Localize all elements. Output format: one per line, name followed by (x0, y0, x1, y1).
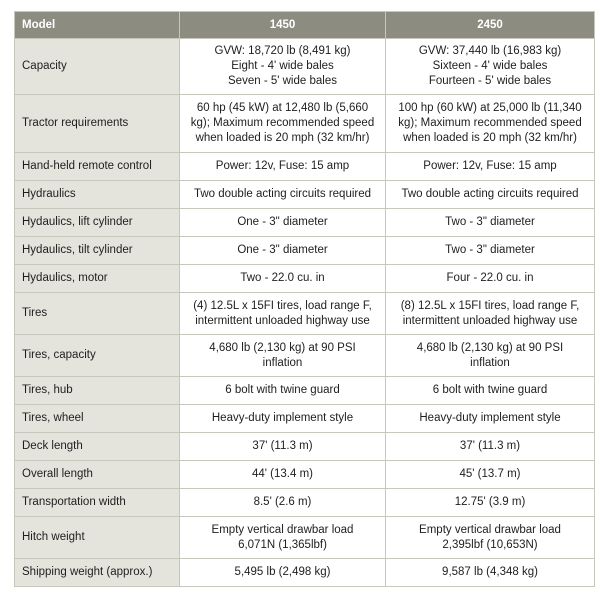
value-2450 (386, 377, 595, 405)
value-line: Heavy-duty implement style (211, 412, 354, 424)
value-line: (8) 12.5L x 15FI tires, load range F, (400, 299, 580, 312)
table-row (15, 39, 595, 95)
value-line: 100 hp (60 kW) at 25,000 lb (11,340 (398, 102, 582, 114)
value-1450 (180, 95, 386, 153)
table-row (15, 335, 595, 377)
value-2450 (386, 335, 595, 377)
value-line: intermittent unloaded highway use (195, 314, 370, 327)
value-line: 8.5' (2.6 m) (253, 496, 312, 508)
row-label: Tires (15, 293, 180, 335)
value-1450 (180, 433, 386, 461)
table-row (15, 489, 595, 517)
value-line: 60 hp (45 kW) at 12,480 lb (5,660 (196, 102, 369, 114)
row-label: Hitch weight (15, 517, 180, 559)
value-2450 (386, 433, 595, 461)
table-row (15, 95, 595, 153)
value-1450 (180, 209, 386, 237)
row-label: Hydaulics, motor (15, 265, 180, 293)
value-line: GVW: 18,720 lb (8,491 kg) (214, 45, 351, 57)
value-2450 (386, 559, 595, 587)
value-line: 4,680 lb (2,130 kg) at 90 PSI (416, 341, 564, 354)
value-1450 (180, 153, 386, 181)
value-line: when loaded is 20 mph (32 km/hr) (195, 132, 370, 144)
value-line: inflation (262, 356, 303, 369)
value-line: 4,680 lb (2,130 kg) at 90 PSI (209, 341, 356, 354)
value-line: Two - 3" diameter (445, 216, 535, 228)
table-row (15, 559, 595, 587)
value-line: Empty vertical drawbar load (419, 523, 561, 536)
value-1450 (180, 461, 386, 489)
value-line: Two - 22.0 cu. in (240, 272, 325, 284)
spec-table (14, 11, 595, 587)
value-1450 (180, 405, 386, 433)
header-row (15, 12, 595, 39)
value-2450 (386, 489, 595, 517)
value-2450 (386, 95, 595, 153)
value-line: Seven - 5' wide bales (228, 75, 337, 87)
row-label: Shipping weight (approx.) (15, 559, 180, 587)
table-row (15, 265, 595, 293)
value-line: 5,495 lb (2,498 kg) (234, 566, 331, 578)
value-line: Empty vertical drawbar load (211, 523, 354, 536)
value-1450 (180, 377, 386, 405)
value-line: Two double acting circuits required (401, 188, 579, 200)
table-row (15, 517, 595, 559)
value-line: 12.75' (3.9 m) (454, 496, 526, 508)
value-2450 (386, 39, 595, 95)
value-2450 (386, 293, 595, 335)
row-label: Tires, wheel (15, 405, 180, 433)
row-label: Hydraulics (15, 181, 180, 209)
value-line: kg); Maximum recommended speed (190, 117, 375, 129)
value-2450 (386, 181, 595, 209)
value-1450 (180, 265, 386, 293)
value-line: kg); Maximum recommended speed (398, 117, 582, 129)
value-line: Power: 12v, Fuse: 15 amp (423, 160, 557, 172)
value-line: 6 bolt with twine guard (432, 384, 548, 396)
table-row (15, 209, 595, 237)
table-row (15, 433, 595, 461)
table-row (15, 237, 595, 265)
value-line: Four - 22.0 cu. in (446, 272, 534, 284)
value-2450 (386, 209, 595, 237)
value-line: 6 bolt with twine guard (225, 384, 340, 396)
value-2450 (386, 461, 595, 489)
header-model-1450: 1450 (180, 12, 386, 39)
row-label: Transportation width (15, 489, 180, 517)
header-model-label: Model (15, 12, 180, 39)
value-line: 45' (13.7 m) (459, 468, 521, 480)
value-line: (4) 12.5L x 15FI tires, load range F, (193, 299, 372, 312)
row-label: Tractor requirements (15, 95, 180, 153)
value-2450 (386, 265, 595, 293)
value-line: 2,395lbf (10,653N) (442, 538, 538, 551)
value-2450 (386, 517, 595, 559)
table-row (15, 153, 595, 181)
value-1450 (180, 293, 386, 335)
value-line: GVW: 37,440 lb (16,983 kg) (418, 45, 562, 57)
value-line: Power: 12v, Fuse: 15 amp (215, 160, 350, 172)
value-line: inflation (470, 356, 510, 369)
value-1450 (180, 559, 386, 587)
value-1450 (180, 39, 386, 95)
row-label: Tires, hub (15, 377, 180, 405)
value-line: 6,071N (1,365lbf) (238, 538, 327, 551)
row-label: Tires, capacity (15, 335, 180, 377)
row-label: Capacity (15, 39, 180, 95)
value-line: 44' (13.4 m) (252, 468, 313, 480)
value-1450 (180, 181, 386, 209)
value-2450 (386, 237, 595, 265)
value-line: Two - 3" diameter (445, 244, 535, 256)
value-line: One - 3" diameter (237, 216, 328, 228)
table-row (15, 461, 595, 489)
value-line: when loaded is 20 mph (32 km/hr) (403, 132, 577, 144)
value-line: 37' (11.3 m) (459, 440, 521, 452)
value-line: Eight - 4' wide bales (231, 60, 334, 72)
value-line: Sixteen - 4' wide bales (432, 60, 548, 72)
row-label: Overall length (15, 461, 180, 489)
value-line: One - 3" diameter (237, 244, 328, 256)
value-1450 (180, 489, 386, 517)
table-row (15, 293, 595, 335)
row-label: Hydaulics, lift cylinder (15, 209, 180, 237)
value-line: Two double acting circuits required (193, 188, 372, 200)
row-label: Hand-held remote control (15, 153, 180, 181)
value-2450 (386, 153, 595, 181)
value-1450 (180, 335, 386, 377)
value-line: 37' (11.3 m) (252, 440, 313, 452)
value-line: Fourteen - 5' wide bales (428, 75, 552, 87)
table-row (15, 405, 595, 433)
row-label: Deck length (15, 433, 180, 461)
row-label: Hydaulics, tilt cylinder (15, 237, 180, 265)
value-line: Heavy-duty implement style (419, 412, 561, 424)
value-line: intermittent unloaded highway use (402, 314, 578, 327)
value-1450 (180, 517, 386, 559)
value-2450 (386, 405, 595, 433)
value-line: 9,587 lb (4,348 kg) (442, 566, 538, 578)
table-row (15, 377, 595, 405)
value-1450 (180, 237, 386, 265)
table-row (15, 181, 595, 209)
header-model-2450: 2450 (386, 12, 595, 39)
